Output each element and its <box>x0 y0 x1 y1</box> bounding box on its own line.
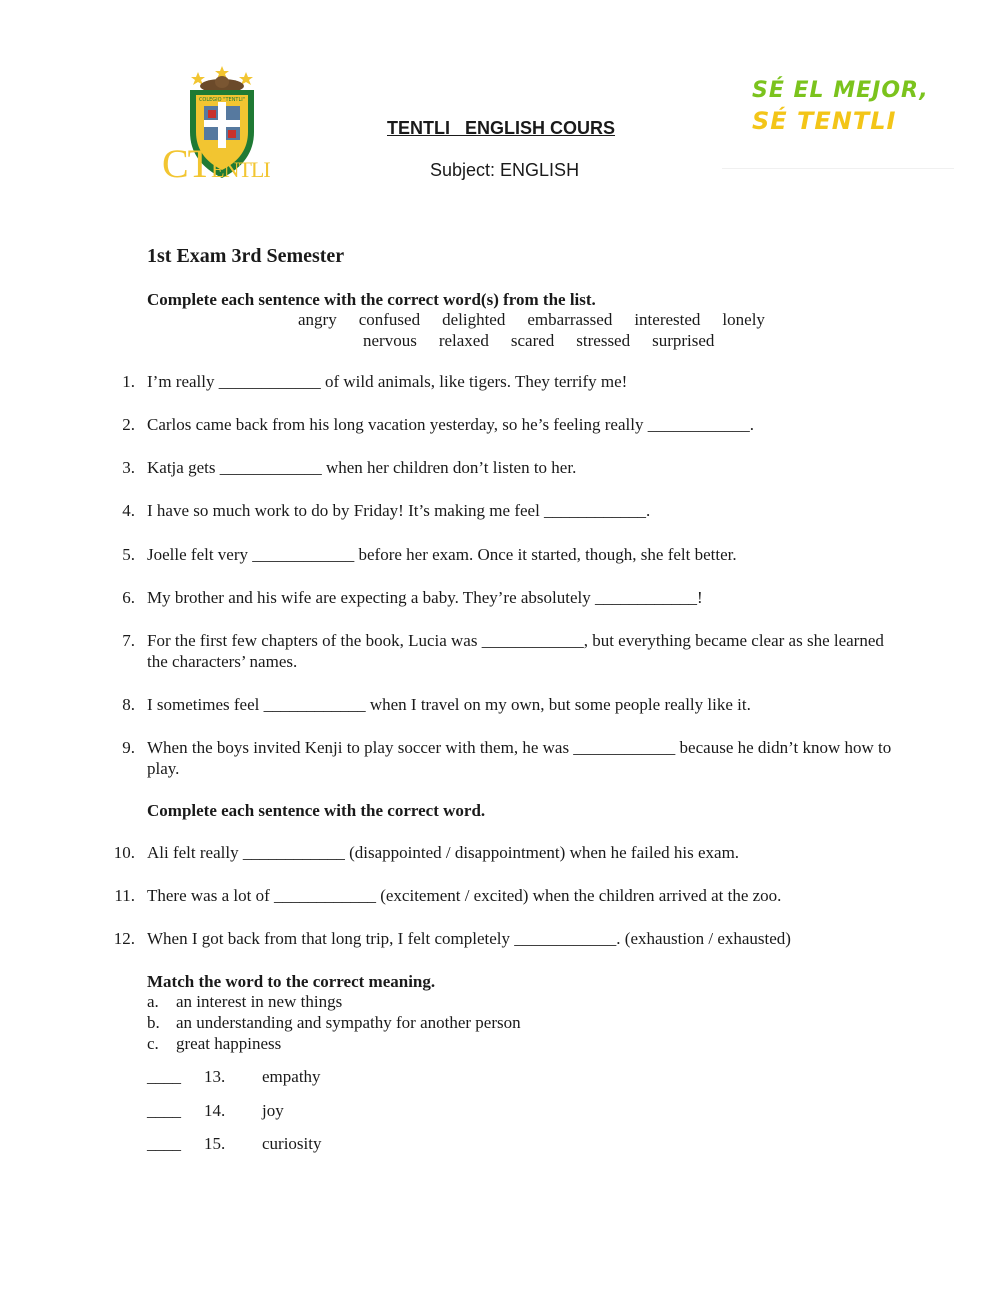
item-word: joy <box>262 1101 284 1120</box>
word-bank-item: stressed <box>576 331 631 350</box>
question-text-continued: the characters’ names. <box>147 652 298 671</box>
course-title: TENTLI ENGLISH COURS <box>387 118 616 138</box>
question-number: 2. <box>122 415 135 434</box>
question-number: 9. <box>122 738 135 757</box>
item-word: empathy <box>262 1067 321 1086</box>
item-number: 15. <box>204 1134 226 1153</box>
question-text: For the first few chapters of the book, Lucia was ____________, but everything became clear as she learned <box>147 631 884 650</box>
answer-blank: ____ <box>147 1101 181 1120</box>
question-number: 5. <box>122 545 135 564</box>
question-number: 6. <box>122 588 135 607</box>
section3-instruction: Match the word to the correct meaning. <box>147 972 436 991</box>
question-text: My brother and his wife are expecting a baby. They’re absolutely ____________! <box>147 588 703 607</box>
question-text: Carlos came back from his long vacation yesterday, so he’s feeling really ____________. <box>147 415 754 434</box>
option-letter: c. <box>147 1034 159 1053</box>
word-bank-item: confused <box>358 310 421 329</box>
question-text: When the boys invited Kenji to play soccer with them, he was ____________ because he didn’t know how to <box>147 738 892 757</box>
question-text: Joelle felt very ____________ before her exam. Once it started, though, she felt better. <box>147 545 737 564</box>
word-bank-item: embarrassed <box>527 310 613 329</box>
option-text: great happiness <box>176 1034 282 1053</box>
question-text: I’m really ____________ of wild animals, like tigers. They terrify me! <box>147 372 628 391</box>
question-number: 7. <box>122 631 135 650</box>
word-bank-item: interested <box>634 310 701 329</box>
question-text: There was a lot of ____________ (excitement / excited) when the children arrived at the zoo. <box>147 886 782 905</box>
option-text: an understanding and sympathy for another person <box>176 1013 521 1032</box>
item-number: 13. <box>204 1067 226 1086</box>
crest-school-name: COLEGIO "TENTLI" <box>198 97 246 103</box>
question-number: 11. <box>114 886 135 905</box>
logo-wordmark <box>162 140 270 187</box>
answer-blank: ____ <box>147 1067 181 1086</box>
question-number: 12. <box>113 929 135 948</box>
question-text: Katja gets ____________ when her children don’t listen to her. <box>147 458 577 477</box>
option-text: an interest in new things <box>176 992 343 1011</box>
word-bank-row-2 <box>363 331 714 351</box>
option-letter: b. <box>147 1013 160 1032</box>
question-number: 10. <box>113 843 135 862</box>
word-bank-item: delighted <box>442 310 506 329</box>
question-number: 4. <box>122 501 135 520</box>
word-bank-item: angry <box>298 310 337 329</box>
question-text: Ali felt really ____________ (disappointed / disappointment) when he failed his exam. <box>147 843 740 862</box>
question-text-continued: play. <box>147 759 180 778</box>
option-letter: a. <box>147 992 159 1011</box>
word-bank-item: scared <box>510 331 555 350</box>
word-bank-item: surprised <box>652 331 715 350</box>
exam-title: 1st Exam 3rd Semester <box>147 245 345 267</box>
section1-instruction: Complete each sentence with the correct word(s) from the list. <box>147 290 596 309</box>
word-bank-item: nervous <box>363 331 417 350</box>
word-bank-row-1 <box>298 310 765 330</box>
item-word: curiosity <box>262 1134 322 1153</box>
section2-instruction: Complete each sentence with the correct word. <box>147 801 486 820</box>
word-bank-item: lonely <box>722 310 765 329</box>
question-text: I have so much work to do by Friday! It’s making me feel ____________. <box>147 501 651 520</box>
slogan-line-1: SÉ EL MEJOR, <box>752 78 929 103</box>
question-text: I sometimes feel ____________ when I travel on my own, but some people really like it. <box>147 695 751 714</box>
slogan <box>752 75 929 137</box>
word-bank-item: relaxed <box>438 331 489 350</box>
slogan-line-2: SÉ TENTLI <box>752 107 897 135</box>
question-number: 3. <box>122 458 135 477</box>
question-number: 8. <box>122 695 135 714</box>
question-number: 1. <box>122 372 135 391</box>
divider <box>722 168 954 169</box>
question-text: When I got back from that long trip, I felt completely ____________. (exhaustion / exhausted) <box>147 929 791 948</box>
logo-wordmark-letters: CT <box>162 141 212 186</box>
item-number: 14. <box>204 1101 226 1120</box>
subject-label: Subject: ENGLISH <box>430 160 580 180</box>
answer-blank: ____ <box>147 1134 181 1153</box>
logo-wordmark-small: ENTLI <box>211 157 270 182</box>
